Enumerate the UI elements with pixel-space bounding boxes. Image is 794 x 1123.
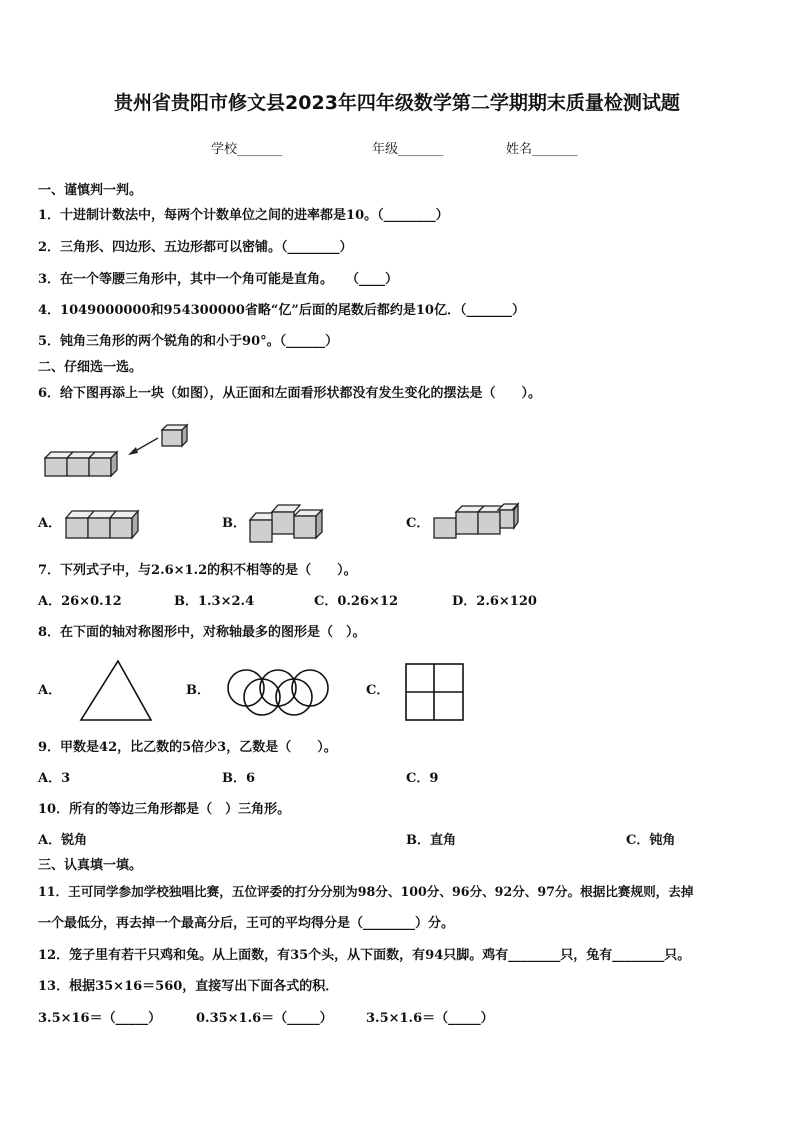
question-5: 5．钝角三角形的两个锐角的和小于90°。（______） [38,334,339,349]
question-4: 4．1049000000和954300000省略“亿”后面的尾数后都约是10亿．（_______） [38,303,525,318]
section-2-heading: 二、仔细选一选。 [38,360,143,375]
question-3: 3．在一个等腰三角形中，其中一个角可能是直角。 （____） [38,272,399,287]
square-figure [404,662,466,722]
question-1: 1．十进制计数法中，每两个计数单位之间的进率都是10。（________） [38,208,449,223]
q10-option-c[interactable]: C．钝角 [626,833,676,848]
q9-option-c[interactable]: C．9 [406,771,439,786]
q6-figure [40,420,200,480]
page-title: 贵州省贵阳市修文县2023年四年级数学第二学期期末质量检测试题 [114,92,680,114]
q7-option-c[interactable]: C．0.26×12 [314,594,398,609]
question-9: 9．甲数是42，比乙数的5倍少3，乙数是（ ）。 [38,740,337,755]
question-11-line-1: 11．王可同学参加学校独唱比赛，五位评委的打分分别为98分、100分、96分、92分、97分。根据比赛规则，去掉 [38,884,694,899]
q13-item-b[interactable]: 0.35×1.6＝（_____） [196,1011,333,1026]
q13-item-c[interactable]: 3.5×1.6＝（_____） [366,1011,494,1026]
section-1-heading: 一、谨慎判一判。 [38,183,143,198]
q6-option-a-figure [64,506,146,542]
q7-option-b[interactable]: B．1.3×2.4 [174,594,255,609]
q8-option-c[interactable]: C． [366,683,390,698]
q9-option-a[interactable]: A．3 [38,771,71,786]
question-11-line-2: 一个最低分，再去掉一个最高分后，王可的平均得分是（________）分。 [38,916,455,931]
q13-item-a[interactable]: 3.5×16＝（_____） [38,1011,162,1026]
grade-field[interactable]: 年级_______ [372,142,444,157]
q7-option-d[interactable]: D．2.6×120 [452,594,537,609]
question-2: 2．三角形、四边形、五边形都可以密铺。（________） [38,240,353,255]
q6-option-c-figure [432,502,524,542]
q8-option-b[interactable]: B． [186,683,210,698]
q6-option-b-figure [246,502,336,548]
q6-option-b[interactable]: B． [222,516,246,531]
question-6: 6．给下图再添上一块（如图），从正面和左面看形状都没有发生变化的摆法是（ ）。 [38,386,542,401]
section-3-heading: 三、认真填一填。 [38,858,143,873]
q10-option-b[interactable]: B．直角 [406,833,456,848]
triangle-figure [78,658,154,724]
question-8: 8．在下面的轴对称图形中，对称轴最多的图形是（ ）。 [38,625,366,640]
rings-figure [224,667,332,717]
name-field[interactable]: 姓名_______ [506,142,578,157]
q7-option-a[interactable]: A．26×0.12 [38,594,122,609]
q10-option-a[interactable]: A．锐角 [38,833,88,848]
school-field[interactable]: 学校_______ [211,142,283,157]
q6-option-a[interactable]: A． [38,516,62,531]
q9-option-b[interactable]: B．6 [222,771,256,786]
q8-option-a[interactable]: A． [38,683,62,698]
q6-option-c[interactable]: C． [406,516,430,531]
question-12: 12．笼子里有若干只鸡和兔。从上面数，有35个头，从下面数，有94只脚。鸡有________只，兔有________只。 [38,948,691,963]
question-10: 10．所有的等边三角形都是（ ）三角形。 [38,802,291,817]
question-7: 7．下列式子中，与2.6×1.2的积不相等的是（ ）。 [38,563,357,578]
question-13: 13．根据35×16＝560，直接写出下面各式的积． [38,979,339,994]
